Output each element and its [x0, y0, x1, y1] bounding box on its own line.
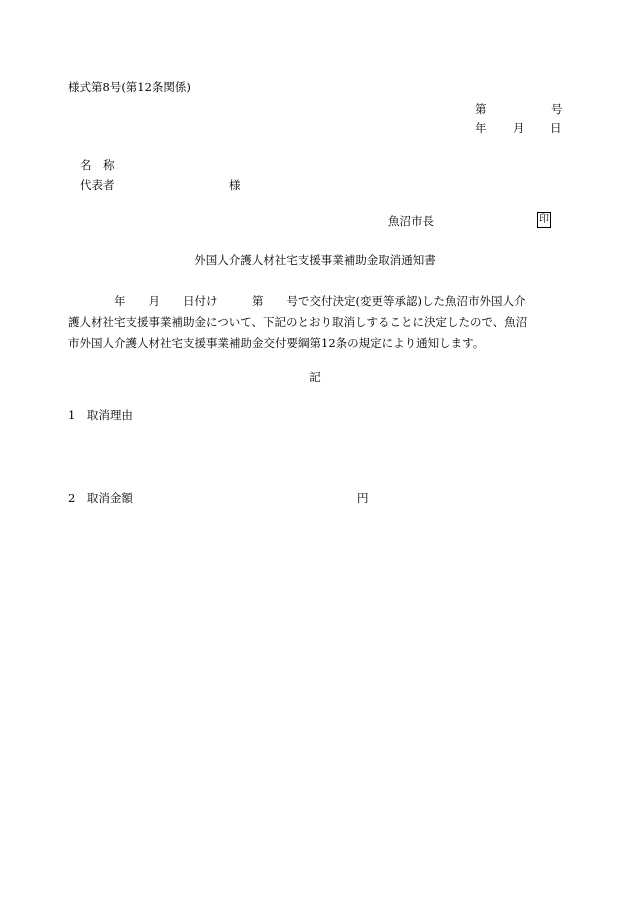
- document-title: 外国人介護人材社宅支援事業補助金取消通知書: [194, 253, 436, 267]
- body-line-1: 年 月 日付け 第 号で交付決定(変更等承認)した魚沼市外国人介: [68, 294, 526, 308]
- ki-heading: 記: [309, 370, 321, 384]
- issuer-name: 魚沼市長: [388, 214, 434, 228]
- recipient-rep-label: 代表者: [80, 178, 115, 192]
- doc-number-go: 号: [551, 102, 563, 116]
- body-line-2: 護人材社宅支援事業補助金について、下記のとおり取消しすることに決定したので、魚沼: [68, 315, 528, 329]
- doc-date-day: 日: [550, 121, 562, 135]
- amount-yen-unit: 円: [357, 491, 369, 505]
- doc-date-month: 月: [513, 121, 525, 135]
- doc-number-dai: 第: [475, 102, 487, 116]
- doc-date-year: 年: [475, 121, 487, 135]
- body-paragraph: [68, 291, 564, 354]
- body-line-3: 市外国人介護人材社宅支援事業補助金交付要綱第12条の規定により通知します。: [68, 336, 485, 350]
- recipient-sama: 様: [229, 178, 241, 192]
- recipient-name-label: 名 称: [80, 158, 115, 172]
- seal-mark: 印: [537, 212, 551, 228]
- item-cancellation-reason: 1 取消理由: [68, 408, 133, 422]
- item-cancellation-amount: 2 取消金額: [68, 491, 133, 505]
- form-label: 様式第8号(第12条関係): [68, 80, 191, 94]
